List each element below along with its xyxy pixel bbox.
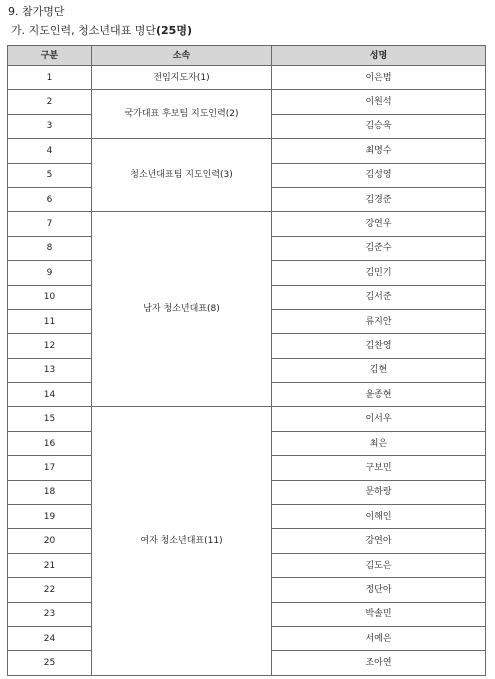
cell-name: 김경준 xyxy=(272,187,486,211)
cell-name: 이해인 xyxy=(272,505,486,529)
header-row xyxy=(8,46,486,66)
cell-name: 류지안 xyxy=(272,309,486,333)
header-affiliation: 소속 xyxy=(92,46,272,66)
cell-name: 김찬영 xyxy=(272,334,486,358)
roster-table xyxy=(7,45,486,676)
table-row xyxy=(8,66,486,90)
cell-number: 1 xyxy=(8,66,92,90)
header-name: 성명 xyxy=(272,46,486,66)
cell-number: 21 xyxy=(8,553,92,577)
cell-number: 12 xyxy=(8,334,92,358)
section-heading: 9. 참가명단 xyxy=(8,5,65,18)
cell-number: 9 xyxy=(8,261,92,285)
cell-affiliation: 남자 청소년대표(8) xyxy=(92,212,272,407)
cell-number: 2 xyxy=(8,90,92,114)
cell-number: 13 xyxy=(8,358,92,382)
table-body xyxy=(8,66,486,676)
cell-number: 7 xyxy=(8,212,92,236)
cell-number: 23 xyxy=(8,602,92,626)
table-header xyxy=(8,46,486,66)
cell-name: 이서우 xyxy=(272,407,486,431)
subsection-heading xyxy=(11,22,192,38)
cell-name: 강연우 xyxy=(272,212,486,236)
cell-number: 8 xyxy=(8,236,92,260)
cell-affiliation: 청소년대표팀 지도인력(3) xyxy=(92,139,272,212)
cell-name: 김승욱 xyxy=(272,114,486,138)
cell-affiliation: 전임지도자(1) xyxy=(92,66,272,90)
cell-number: 20 xyxy=(8,529,92,553)
cell-number: 18 xyxy=(8,480,92,504)
cell-affiliation: 국가대표 후보팀 지도인력(2) xyxy=(92,90,272,139)
cell-number: 16 xyxy=(8,431,92,455)
cell-name: 구보민 xyxy=(272,456,486,480)
table-row xyxy=(8,90,486,114)
cell-number: 25 xyxy=(8,651,92,675)
cell-number: 17 xyxy=(8,456,92,480)
cell-affiliation: 여자 청소년대표(11) xyxy=(92,407,272,675)
cell-number: 6 xyxy=(8,187,92,211)
cell-number: 24 xyxy=(8,626,92,650)
cell-name: 박솔민 xyxy=(272,602,486,626)
cell-name: 이원석 xyxy=(272,90,486,114)
cell-number: 3 xyxy=(8,114,92,138)
cell-name: 강연아 xyxy=(272,529,486,553)
table-row xyxy=(8,407,486,431)
subsection-title: 가. 지도인력, 청소년대표 명단 xyxy=(11,24,156,37)
table-row xyxy=(8,139,486,163)
cell-name: 김서준 xyxy=(272,285,486,309)
cell-name: 최명수 xyxy=(272,139,486,163)
cell-number: 14 xyxy=(8,383,92,407)
cell-name: 윤종현 xyxy=(272,383,486,407)
cell-number: 11 xyxy=(8,309,92,333)
cell-name: 김민기 xyxy=(272,261,486,285)
cell-name: 문하랑 xyxy=(272,480,486,504)
header-number: 구분 xyxy=(8,46,92,66)
cell-name: 서예은 xyxy=(272,626,486,650)
cell-name: 김도은 xyxy=(272,553,486,577)
cell-number: 4 xyxy=(8,139,92,163)
cell-number: 10 xyxy=(8,285,92,309)
cell-name: 김성영 xyxy=(272,163,486,187)
roster-count: (25명) xyxy=(156,24,192,37)
cell-name: 정단아 xyxy=(272,578,486,602)
cell-name: 김현 xyxy=(272,358,486,382)
cell-name: 조아연 xyxy=(272,651,486,675)
cell-name: 김준수 xyxy=(272,236,486,260)
cell-number: 15 xyxy=(8,407,92,431)
cell-name: 이은범 xyxy=(272,66,486,90)
table-row xyxy=(8,212,486,236)
cell-number: 22 xyxy=(8,578,92,602)
cell-name: 최은 xyxy=(272,431,486,455)
cell-number: 19 xyxy=(8,505,92,529)
cell-number: 5 xyxy=(8,163,92,187)
